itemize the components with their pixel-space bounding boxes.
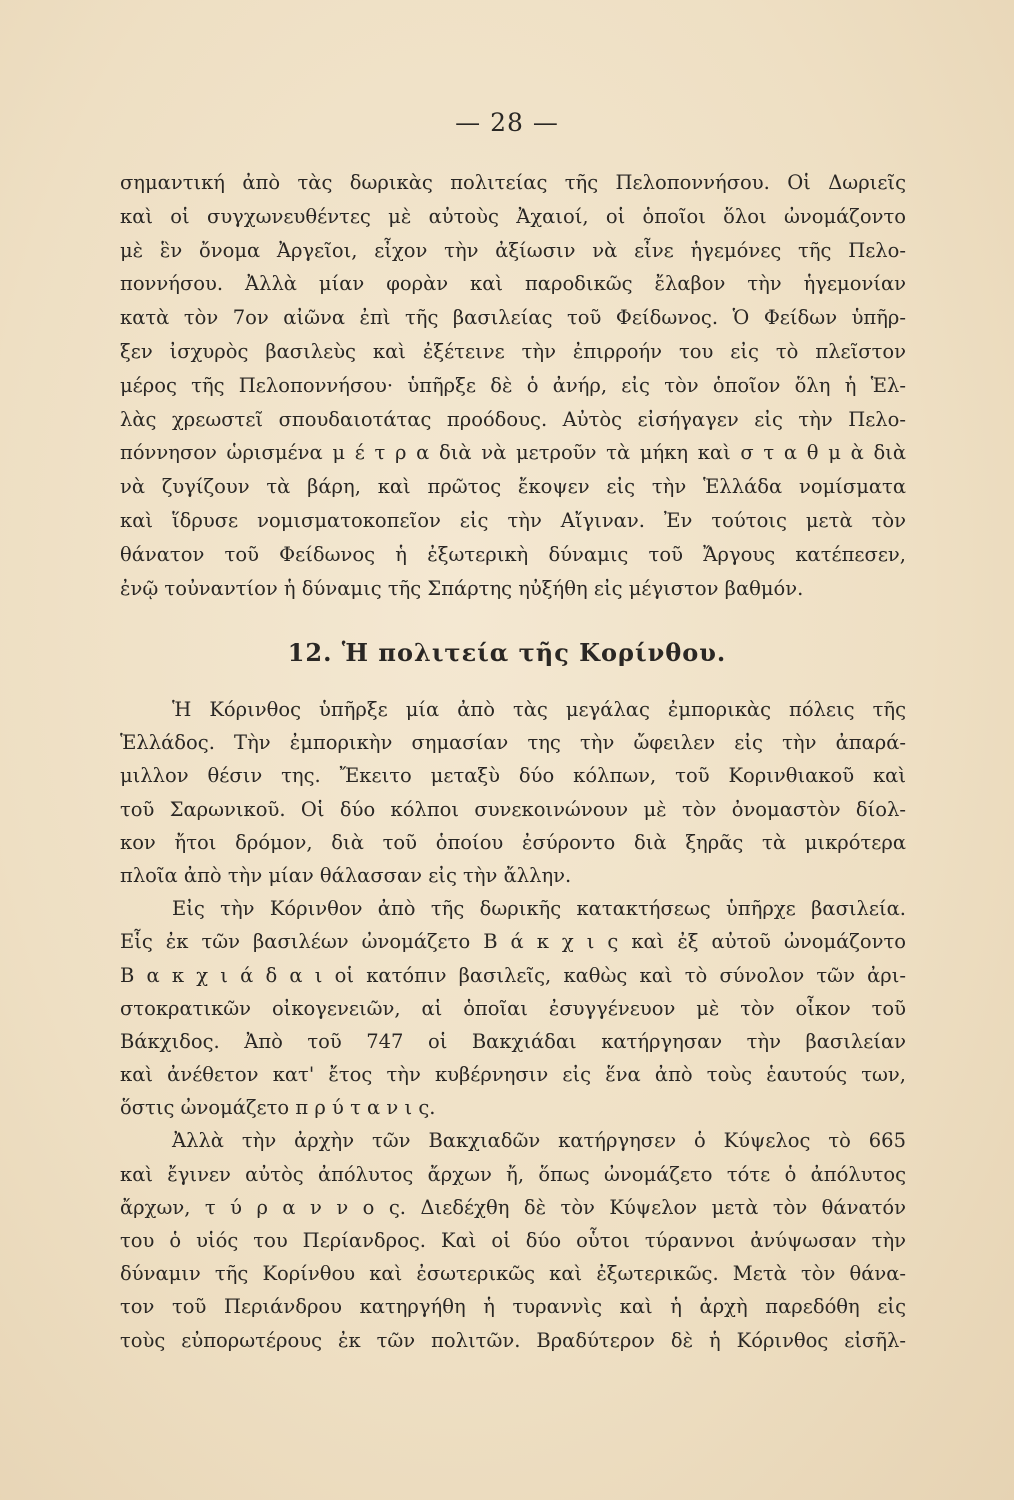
text-line: τον τοῦ Περιάνδρου κατηργήθη ἡ τυραννὶς καὶ ἡ ἀρχὴ παρεδόθη εἰς [120,1295,906,1319]
text-line: στοκρατικῶν οἰκογενειῶν, αἱ ὁποῖαι ἐσυγγένευον μὲ τὸν οἶκον τοῦ [120,996,906,1020]
text-line: του ὁ υἱός του Περίανδρος. Καὶ οἱ δύο οὗτοι τύραννοι ἀνύψωσαν τὴν [120,1229,906,1252]
paragraph-1 [120,166,906,605]
text-line: ξεν ἰσχυρὸς βασιλεὺς καὶ ἐξέτεινε τὴν ἐπιρροήν του εἰς τὸ πλεῖστον [120,339,906,363]
text-line: τοὺς εὐπορωτέρους ἐκ τῶν πολιτῶν. Βραδύτερον δὲ ἡ Κόρινθος εἰσῆλ- [120,1328,906,1352]
text-line: ποννήσου. Ἀλλὰ μίαν φορὰν καὶ παροδικῶς ἔλαβον τὴν ἡγεμονίαν [120,272,906,296]
text-line: μιλλον θέσιν της. Ἔκειτο μεταξὺ δύο κόλπων, τοῦ Κορινθιακοῦ καὶ [120,764,906,788]
text-line: πόννησον ὡρισμένα μ έ τ ρ α διὰ νὰ μετροῦν τὰ μήκη καὶ σ τ α θ μ ὰ διὰ [120,441,906,465]
text-line: μὲ ἓν ὄνομα Ἀργεῖοι, εἶχον τὴν ἀξίωσιν νὰ εἶνε ἡγεμόνες τῆς Πελο- [120,238,906,262]
text-line: σημαντική ἀπὸ τὰς δωρικὰς πολιτείας τῆς Πελοποννήσου. Οἱ Δωριεῖς [120,171,906,194]
text-line: πλοῖα ἀπὸ τὴν μίαν θάλασσαν εἰς τὴν ἄλλην. [120,863,572,887]
text-line: κον ἤτοι δρόμον, διὰ τοῦ ὁποίου ἐσύροντο διὰ ξηρᾶς τὰ μικρότερα [120,830,906,854]
text-line: Ἡ Κόρινθος ὑπῆρξε μία ἀπὸ τὰς μεγάλας ἐμπορικὰς πόλεις τῆς [172,698,906,721]
text-line: Εἰς τὴν Κόρινθον ἀπὸ τῆς δωρικῆς κατακτήσεως ὑπῆρχε βασιλεία. [172,897,906,921]
text-line: λὰς χρεωστεῖ σπουδαιοτάτας προόδους. Αὐτὸς εἰσήγαγεν εἰς τὴν Πελο- [120,407,906,431]
paragraph-3 [120,892,906,1124]
text-line: καὶ οἱ συγχωνευθέντες μὲ αὐτοὺς Ἀχαιοί, οἱ ὁποῖοι ὅλοι ὠνομάζοντο [120,204,906,228]
text-line: Ἑλλάδος. Τὴν ἐμπορικὴν σημασίαν της τὴν ὤφειλεν εἰς τὴν ἀπαρά- [120,731,906,755]
text-line: Ἀλλὰ τὴν ἀρχὴν τῶν Βακχιαδῶν κατήργησεν ὁ Κύψελος τὸ 665 [172,1129,906,1153]
paragraph-4 [120,1124,906,1356]
text-line: νὰ ζυγίζουν τὰ βάρη, καὶ πρῶτος ἔκοψεν εἰς τὴν Ἑλλάδα νομίσματα [120,475,906,499]
page-number: — 28 — [455,108,559,137]
section-heading: 12. Ἡ πολιτεία τῆς Κορίνθου. [287,638,727,667]
text-line: καὶ ἀνέθετον κατ' ἔτος τὴν κυβέρνησιν εἰς ἕνα ἀπὸ τοὺς ἑαυτούς των, [120,1063,906,1087]
text-line: καὶ ἔγινεν αὐτὸς ἀπόλυτος ἄρχων ἤ, ὅπως ὠνομάζετο τότε ὁ ἀπόλυτος [120,1162,906,1186]
paragraph-2 [120,693,906,892]
text-line: μέρος τῆς Πελοποννήσου· ὑπῆρξε δὲ ὁ ἀνήρ, εἰς τὸν ὁποῖον ὅλη ἡ Ἑλ- [120,373,906,397]
text-line: ἐνῷ τοὐναντίον ἡ δύναμις τῆς Σπάρτης ηὐξήθη εἰς μέγιστον βαθμόν. [120,576,804,600]
text-line: Βάκχιδος. Ἀπὸ τοῦ 747 οἱ Βακχιάδαι κατήργησαν τὴν βασιλείαν [120,1029,906,1053]
text-line: ὅστις ὠνομάζετο π ρ ύ τ α ν ι ς. [120,1096,436,1120]
text-line: Εἷς ἐκ τῶν βασιλέων ὠνομάζετο Β ά κ χ ι ς καὶ ἐξ αὐτοῦ ὠνομάζοντο [120,930,906,954]
section-body [120,693,906,1357]
text-line: Β α κ χ ι ά δ α ι οἱ κατόπιν βασιλεῖς, καθὼς καὶ τὸ σύνολον τῶν ἀρι- [120,963,906,987]
text-line: ἄρχων, τ ύ ρ α ν ν ο ς. Διεδέχθη δὲ τὸν Κύψελον μετὰ τὸν θάνατόν [120,1195,906,1219]
text-line: κατὰ τὸν 7ον αἰῶνα ἐπὶ τῆς βασιλείας τοῦ Φείδωνος. Ὁ Φείδων ὑπῆρ- [120,306,906,330]
text-line: καὶ ἵδρυσε νομισματοκοπεῖον εἰς τὴν Αἴγιναν. Ἐν τούτοις μετὰ τὸν [120,508,906,532]
text-line: δύναμιν τῆς Κορίνθου καὶ ἐσωτερικῶς καὶ ἐξωτερικῶς. Μετὰ τὸν θάνα- [120,1262,906,1286]
text-line: θάνατον τοῦ Φείδωνος ἡ ἐξωτερικὴ δύναμις τοῦ Ἄργους κατέπεσεν, [120,542,906,566]
text-line: τοῦ Σαρωνικοῦ. Οἱ δύο κόλποι συνεκοινώνουν μὲ τὸν ὀνομαστὸν δίολ- [120,797,906,821]
